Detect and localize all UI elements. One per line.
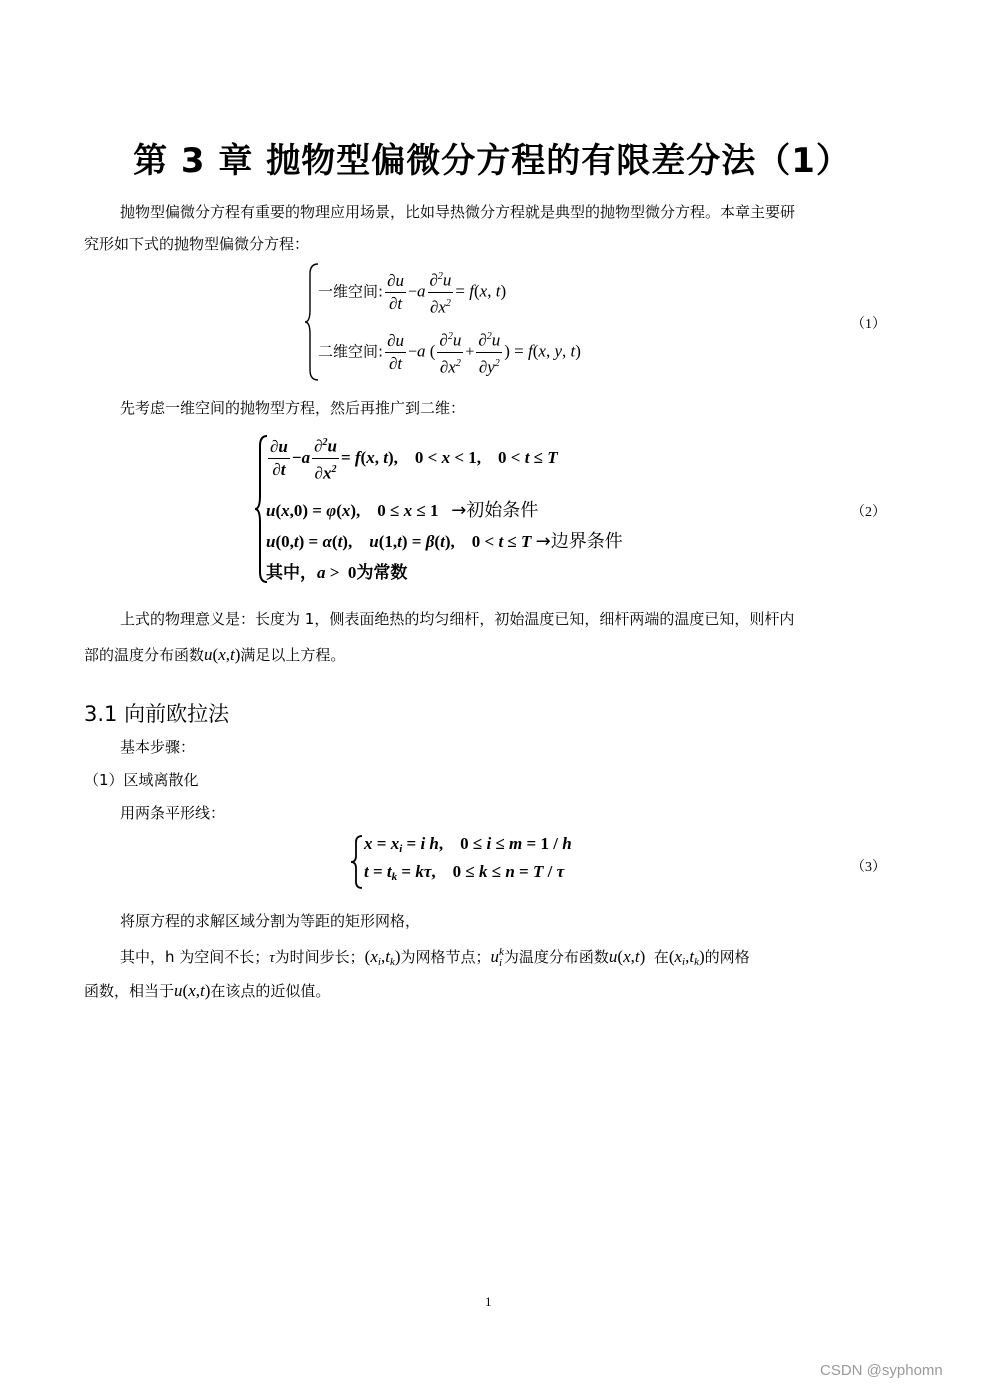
para-5-p5: 在 [653,948,669,966]
para-2: 先考虑一维空间的抛物型方程，然后再推广到二维： [120,399,466,417]
para-4: 将原方程的求解区域分割为等距的矩形网格， [120,912,421,930]
para-5-p4: 为温度分布函数 [503,948,609,966]
para-5-p2: 为时间步长； [274,948,365,966]
para-5-p6: 的网格 [704,948,750,966]
section-heading: 3.1 向前欧拉法 [84,702,230,726]
equation-2: $\frac{\partial u}{\partial t}$ −a $\frac{\partial^2u}{\partial x^2}$ = f(x, t), 0 < x < 1, 0 < t ≤ T u(x,0) = φ(x), 0 ≤ x ≤ 1 →初始条件 u(0,t) = α(t), u(1,t) = β(t), 0 < t ≤ T →边界条件 其中，a > 0为常数 [250,432,810,586]
equation-1-number: （1） [851,317,886,332]
eq2-initial-condition: →初始条件 [451,500,539,521]
para-3-prefix: 部的温度分布函数 [84,646,205,664]
intro-line-1: 抛物型偏微分方程有重要的物理应用场景，比如导热微分方程就是典型的抛物型微分方程。本章主要研 [120,203,796,221]
equation-2-number: （2） [851,505,886,520]
page-number: 1 [485,1294,492,1309]
para-3-suffix: 满足以上方程。 [240,646,346,664]
steps-label: 基本步骤： [120,738,196,756]
para-5-p1: 其中，h 为空间不长； [120,948,270,966]
watermark: CSDN @syphomn [820,1362,943,1379]
equation-1: 一维空间: $\frac{\partial u}{\partial t}$ −a $\frac{\partial^2u}{\partial x^2}$ = f(x, t) 二维空间: $\frac{\partial u}{\partial t}$ −a ( $\frac{\partial^2u}{\partial x^2}$ + $\frac{\partial^2u}{\partial y^2}$ ) = f(x, y, t) [300,262,900,384]
eq2-note-suffix: 为常数 [356,563,408,583]
para-5-line2-p1: 函数，相当于 [84,982,175,1000]
left-brace-icon [350,834,364,890]
step-1: （1）区域离散化 [84,771,199,789]
intro-line-2: 究形如下式的抛物型偏微分方程： [84,235,310,253]
step-1-text: 用两条平形线： [120,804,226,822]
chapter-title: 第 3 章 抛物型偏微分方程的有限差分法（1） [133,141,851,181]
equation-3: $x = x_i = i$ h, 0 ≤ i ≤ m = 1 / h $t = t_k = k\tau$, 0 ≤ k ≤ n = T / τ [350,834,650,890]
eq1-row2-label: 二维空间: [318,342,384,361]
eq2-boundary-condition: →边界条件 [535,531,623,552]
para-5-line2-p2: 在该点的近似值。 [210,982,331,1000]
para-5-p3: 为网格节点； [400,948,491,966]
para-3-line-1: 上式的物理意义是：长度为 1，侧表面绝热的均匀细杆，初始温度已知，细杆两端的温度已知，则杆内 [120,610,795,628]
equation-3-number: （3） [851,860,886,875]
eq2-note-prefix: 其中， [266,563,317,583]
eq1-row1-label: 一维空间: [318,282,384,301]
